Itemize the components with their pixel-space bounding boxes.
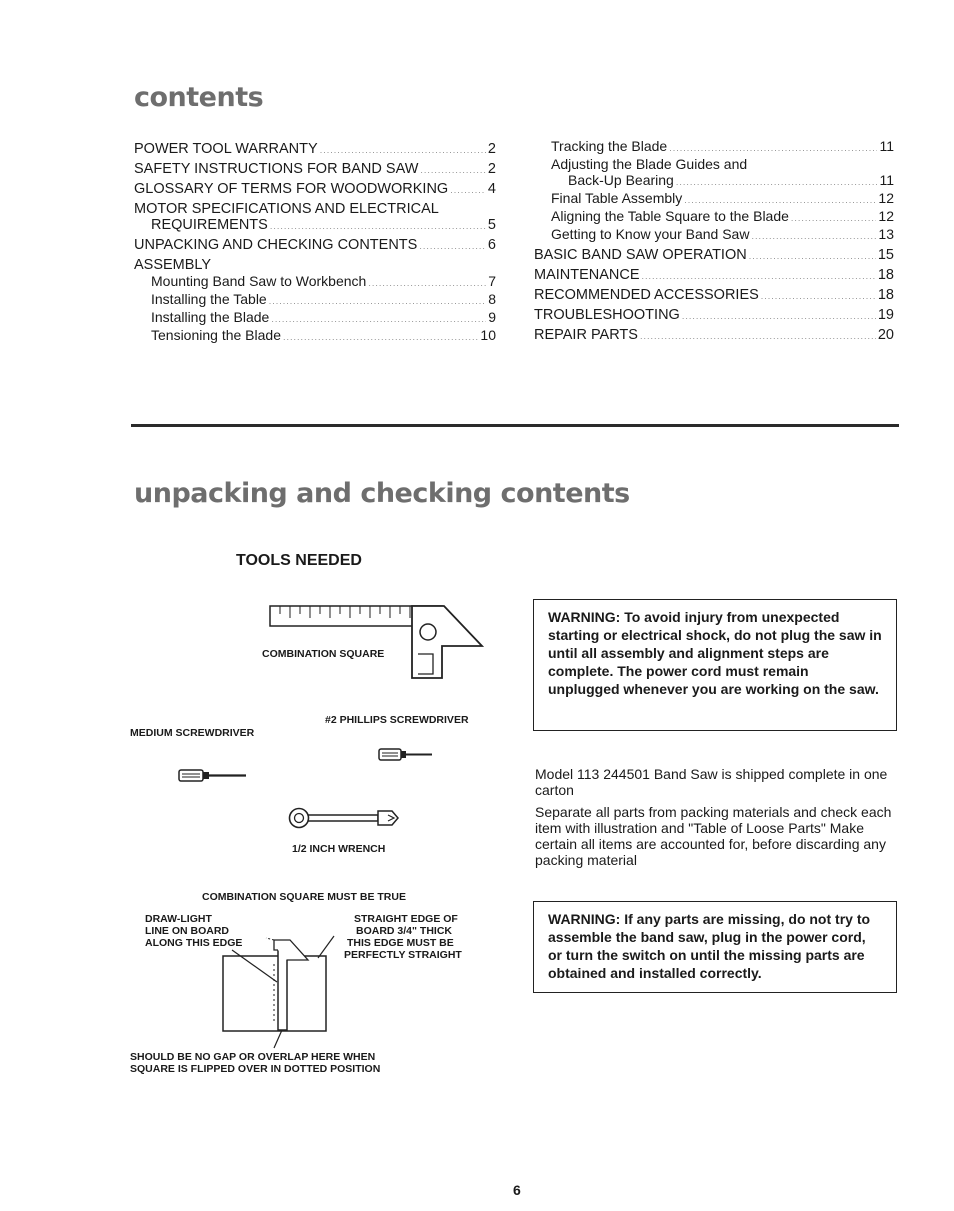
toc-entry-title: Installing the Table: [151, 291, 267, 307]
toc-entry-title: MAINTENANCE: [534, 267, 640, 283]
phillips-screwdriver-caption: #2 PHILLIPS SCREWDRIVER: [325, 714, 469, 726]
toc-right-column: [534, 138, 894, 344]
wrench-caption: 1/2 INCH WRENCH: [292, 843, 386, 855]
toc-entry-title: MOTOR SPECIFICATIONS AND ELECTRICAL: [134, 201, 439, 217]
toc-leader-dots: [669, 140, 877, 156]
toc-entry-page: 15: [877, 247, 894, 263]
separate-parts-paragraph: Separate all parts from packing materials and check each item with illustration and "Table of Loose Parts" Make certain all items are accounted for, before discarding any packing material: [535, 804, 892, 868]
toc-entry-page: 8: [488, 291, 496, 307]
combination-square-caption: COMBINATION SQUARE: [262, 648, 385, 660]
toc-leader-dots: [791, 210, 877, 226]
toc-entry: [134, 309, 496, 327]
toc-entry-title: Final Table Assembly: [551, 190, 683, 206]
tools-needed-heading: TOOLS NEEDED: [236, 552, 362, 569]
toc-leader-dots: [320, 142, 486, 158]
toc-entry-page: 5: [487, 217, 496, 233]
toc-entry-page: 19: [877, 307, 894, 323]
wrench-illustration: [288, 806, 400, 832]
phillips-screwdriver-illustration: [378, 747, 434, 763]
toc-entry-page: 12: [878, 190, 894, 206]
toc-leader-dots: [642, 268, 876, 284]
medium-screwdriver-caption: MEDIUM SCREWDRIVER: [130, 727, 255, 739]
toc-entry: [534, 138, 894, 156]
toc-leader-dots: [271, 311, 486, 327]
square-true-caption: COMBINATION SQUARE MUST BE TRUE: [202, 891, 406, 903]
toc-entry-title: TROUBLESHOOTING: [534, 307, 680, 323]
toc-entry-title: Installing the Blade: [151, 309, 270, 325]
toc-entry-page: 9: [488, 309, 496, 325]
toc-entry-title: REQUIREMENTS: [151, 217, 268, 233]
toc-entry: [534, 226, 894, 244]
toc-entry: [534, 156, 894, 172]
straight-edge-caption: STRAIGHT EDGE OF BOARD 3/4" THICK THIS EDGE MUST BE PERFECTLY STRAIGHT: [344, 913, 462, 961]
toc-leader-dots: [682, 308, 876, 324]
toc-entry: [534, 208, 894, 226]
toc-leader-dots: [676, 174, 878, 190]
toc-entry: [134, 327, 496, 345]
toc-entry: [534, 172, 894, 190]
toc-entry: [134, 217, 496, 234]
toc-leader-dots: [283, 329, 478, 345]
toc-entry-title: UNPACKING AND CHECKING CONTENTS: [134, 237, 418, 253]
toc-entry: [534, 247, 894, 264]
toc-entry-page: 12: [878, 208, 894, 224]
toc-entry: [534, 287, 894, 304]
toc-entry-page: 10: [480, 327, 496, 343]
toc-entry-title: SAFETY INSTRUCTIONS FOR BAND SAW: [134, 161, 419, 177]
toc-entry-page: 11: [879, 138, 894, 154]
toc-leader-dots: [270, 218, 486, 234]
toc-leader-dots: [640, 328, 876, 344]
toc-entry-page: 18: [877, 287, 894, 303]
toc-entry-title: Aligning the Table Square to the Blade: [551, 208, 789, 224]
combination-square-illustration: [268, 604, 484, 682]
toc-leader-dots: [450, 182, 486, 198]
toc-entry-page: 7: [488, 273, 496, 289]
warning-box-missing-parts: WARNING: If any parts are missing, do not try to assemble the band saw, plug in the power cord, or turn the switch on until the missing parts are obtained and installed correctly.: [533, 901, 897, 993]
toc-entry-title: Back-Up Bearing: [568, 172, 674, 188]
toc-entry: [134, 201, 496, 217]
no-gap-caption: SHOULD BE NO GAP OR OVERLAP HERE WHEN SQUARE IS FLIPPED OVER IN DOTTED POSITION: [130, 1051, 381, 1075]
toc-entry: [534, 267, 894, 284]
toc-leader-dots: [761, 288, 876, 304]
toc-entry-page: 13: [878, 226, 894, 242]
toc-entry-title: BASIC BAND SAW OPERATION: [534, 247, 747, 263]
toc-entry-page: 4: [487, 181, 496, 197]
toc-leader-dots: [684, 192, 876, 208]
toc-leader-dots: [749, 248, 876, 264]
toc-entry-title: REPAIR PARTS: [534, 327, 638, 343]
toc-entry-title: Tracking the Blade: [551, 138, 668, 154]
toc-entry: [134, 257, 496, 273]
toc-entry-page: 11: [879, 172, 894, 188]
toc-entry-page: 2: [487, 141, 496, 157]
toc-leader-dots: [419, 238, 486, 254]
shipping-paragraph: Model 113 244501 Band Saw is shipped complete in one carton: [535, 766, 888, 798]
draw-light-caption: DRAW-LIGHT LINE ON BOARD ALONG THIS EDGE: [145, 913, 243, 949]
unpacking-title: unpacking and checking contents: [134, 478, 630, 509]
toc-entry: [134, 273, 496, 291]
medium-screwdriver-illustration: [178, 768, 248, 784]
toc-entry-title: Mounting Band Saw to Workbench: [151, 273, 367, 289]
toc-entry-title: ASSEMBLY: [134, 257, 212, 273]
toc-leader-dots: [368, 275, 486, 291]
toc-entry: [534, 307, 894, 324]
toc-left-column: [134, 138, 496, 345]
page-number: 6: [513, 1182, 521, 1198]
toc-entry: [134, 141, 496, 158]
toc-entry-title: RECOMMENDED ACCESSORIES: [534, 287, 759, 303]
toc-leader-dots: [751, 228, 876, 244]
warning-box-injury: WARNING: To avoid injury from unexpected starting or electrical shock, do not plug the saw in until all assembly and alignment steps are complete. The power cord must remain unplugged whenever you are working on the saw.: [533, 599, 897, 731]
contents-title: contents: [134, 82, 264, 113]
toc-entry-page: 2: [487, 161, 496, 177]
toc-entry: [134, 291, 496, 309]
square-check-diagram: [222, 940, 342, 1050]
toc-entry-title: POWER TOOL WARRANTY: [134, 141, 318, 157]
toc-entry: [134, 161, 496, 178]
toc-entry-page: 18: [877, 267, 894, 283]
toc-entry: [134, 181, 496, 198]
toc-entry: [534, 327, 894, 344]
toc-entry-page: 6: [487, 237, 496, 253]
toc-leader-dots: [420, 162, 486, 178]
toc-entry: [134, 237, 496, 254]
toc-entry-title: Getting to Know your Band Saw: [551, 226, 750, 242]
toc-entry-title: GLOSSARY OF TERMS FOR WOODWORKING: [134, 181, 449, 197]
toc-entry: [534, 190, 894, 208]
toc-entry-title: Adjusting the Blade Guides and: [551, 156, 748, 172]
toc-entry-title: Tensioning the Blade: [151, 327, 281, 343]
section-divider: [131, 424, 899, 427]
toc-leader-dots: [269, 293, 486, 309]
toc-entry-page: 20: [877, 327, 894, 343]
